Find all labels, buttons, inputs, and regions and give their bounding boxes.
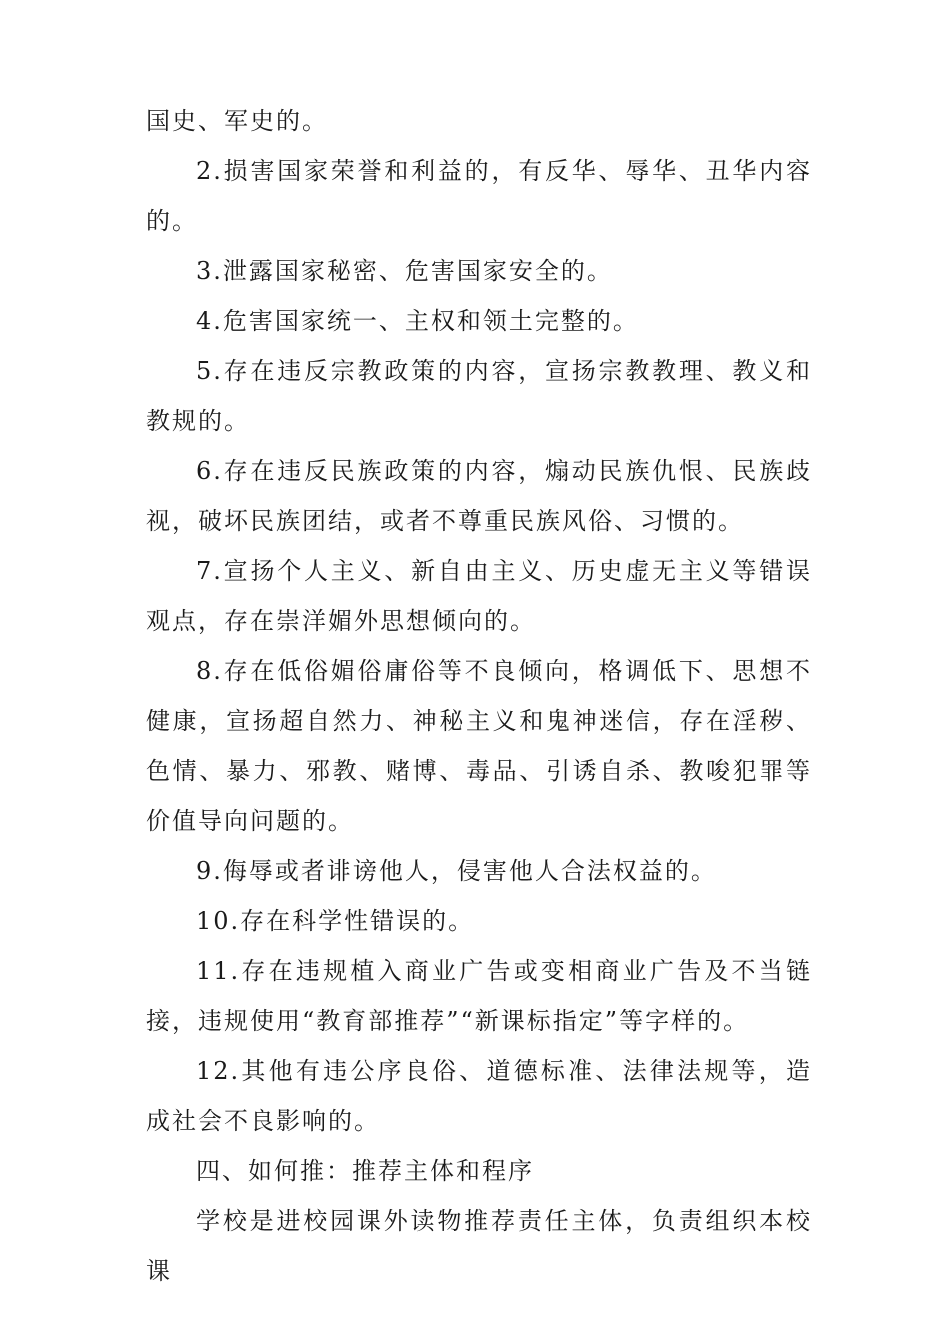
list-item-12: 12.其他有违公序良俗、道德标准、法律法规等，造成社会不良影响的。 xyxy=(146,1057,812,1135)
list-item-4: 4.危害国家统一、主权和领土完整的。 xyxy=(196,307,639,335)
list-item-3: 3.泄露国家秘密、危害国家安全的。 xyxy=(196,257,613,285)
list-item-10: 10.存在科学性错误的。 xyxy=(196,907,475,935)
document-body xyxy=(146,96,812,1296)
list-item-5: 5.存在违反宗教政策的内容，宣扬宗教教理、教义和教规的。 xyxy=(146,357,812,435)
list-item-8: 8.存在低俗媚俗庸俗等不良倾向，格调低下、思想不健康，宣扬超自然力、神秘主义和鬼神迷信，存在淫秽、色情、暴力、邪教、赌博、毒品、引诱自杀、教唆犯罪等价值导向问题的。 xyxy=(146,657,812,835)
list-item-11: 11.存在违规植入商业广告或变相商业广告及不当链接，违规使用“教育部推荐”“新课标指定”等字样的。 xyxy=(146,957,812,1035)
list-item-6: 6.存在违反民族政策的内容，煽动民族仇恨、民族歧视，破坏民族团结，或者不尊重民族风俗、习惯的。 xyxy=(146,457,812,535)
section-paragraph: 学校是进校园课外读物推荐责任主体，负责组织本校课 xyxy=(146,1207,812,1285)
list-item-2: 2.损害国家荣誉和利益的，有反华、辱华、丑华内容的。 xyxy=(146,157,812,235)
section-heading: 四、如何推：推荐主体和程序 xyxy=(196,1157,534,1185)
list-item-7: 7.宣扬个人主义、新自由主义、历史虚无主义等错误观点，存在崇洋媚外思想倾向的。 xyxy=(146,557,812,635)
list-item-9: 9.侮辱或者诽谤他人，侵害他人合法权益的。 xyxy=(196,857,717,885)
paragraph-continuation: 国史、军史的。 xyxy=(146,107,328,135)
